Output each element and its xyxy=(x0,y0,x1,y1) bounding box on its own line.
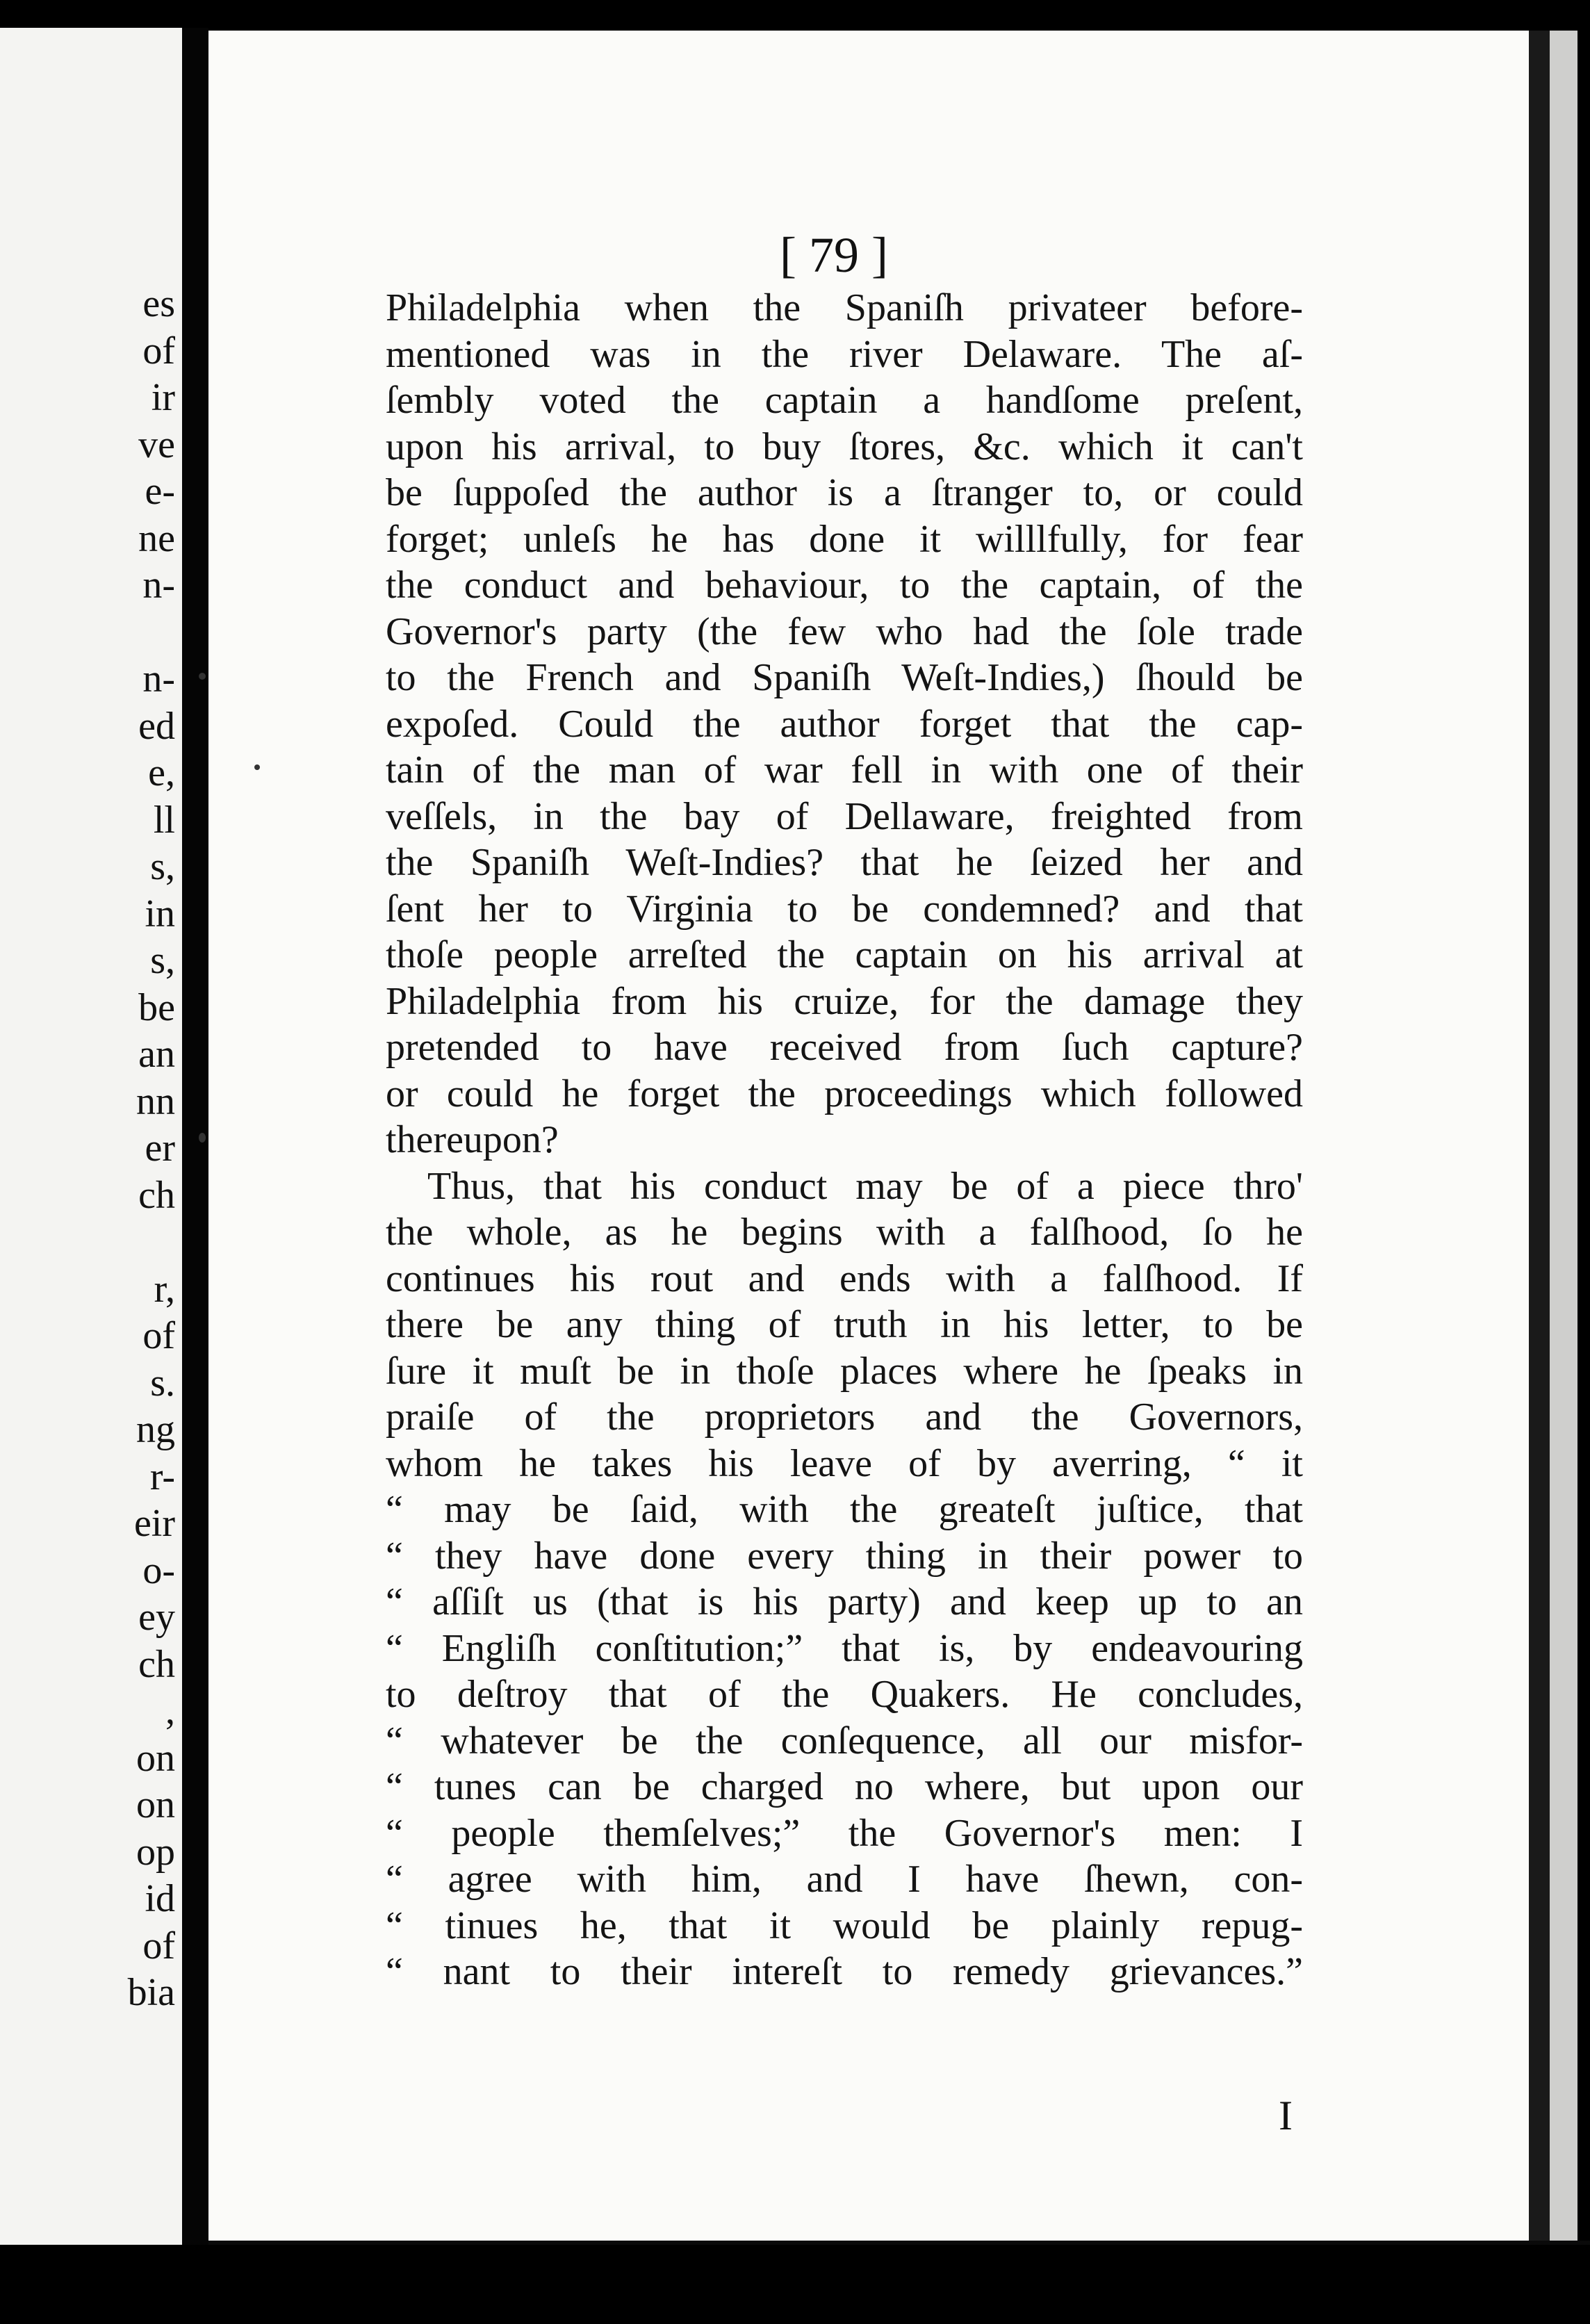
facing-page-line: ll xyxy=(153,798,175,842)
text-line: “ tinues he, that it would be plainly repug- xyxy=(386,1904,1303,1947)
text-line: “ people themſelves;” the Governor's men: I xyxy=(386,1811,1303,1855)
facing-page-line: op xyxy=(136,1830,175,1874)
facing-page-line xyxy=(0,608,182,657)
text-line: tain of the man of war fell in with one of their xyxy=(386,748,1303,792)
facing-page-line xyxy=(0,1218,182,1266)
text-line: ſent her to Virginia to be condemned? and that xyxy=(386,887,1303,931)
text-line: “ aſſiſt us (that is his party) and keep up to an xyxy=(386,1580,1303,1623)
facing-page-line: ch xyxy=(138,1173,175,1217)
facing-page-line: of xyxy=(142,1314,175,1357)
text-line: mentioned was in the river Delaware. The aſ- xyxy=(386,332,1303,376)
text-line: “ Engliſh conſtitution;” that is, by endeavouring xyxy=(386,1626,1303,1670)
facing-page-line: s. xyxy=(150,1361,175,1405)
paragraph xyxy=(386,285,1303,1163)
facing-page-line: nn xyxy=(136,1079,175,1123)
facing-page-line: be xyxy=(138,985,175,1029)
text-line: “ whatever be the conſequence, all our misfor- xyxy=(386,1719,1303,1762)
text-line: forget; unleſs he has done it willlfully, for fear xyxy=(386,517,1303,561)
text-line: the whole, as he begins with a falſhood, ſo he xyxy=(386,1211,1303,1254)
text-line: veſſels, in the bay of Dellaware, freighted from xyxy=(386,794,1303,838)
facing-page-line: r- xyxy=(149,1455,175,1498)
facing-page-line: id xyxy=(145,1877,175,1920)
text-line: Governor's party (the few who had the ſole trade xyxy=(386,609,1303,653)
text-line: Philadelphia from his cruize, for the damage they xyxy=(386,979,1303,1023)
paragraph xyxy=(386,1163,1303,1995)
body-text xyxy=(386,285,1303,1995)
text-line: “ agree with him, and I have ſhewn, con- xyxy=(386,1858,1303,1901)
facing-page-line: , xyxy=(165,1689,175,1733)
ink-speck xyxy=(199,1133,206,1143)
scan-border-bottom xyxy=(0,2245,1590,2324)
facing-page-line: of xyxy=(142,329,175,373)
facing-page-line: in xyxy=(145,892,175,935)
facing-page-line: o- xyxy=(142,1548,175,1592)
text-line: “ may be ſaid, with the greateſt juſtice, that xyxy=(386,1488,1303,1531)
text-line: continues his rout and ends with a falſhood. If xyxy=(386,1257,1303,1300)
text-line: Philadelphia when the Spaniſh privateer before- xyxy=(386,286,1303,329)
facing-page-fragment xyxy=(0,28,182,2266)
facing-page-line: n- xyxy=(142,564,175,607)
facing-page-line: of xyxy=(142,1924,175,1967)
text-line: to the French and Spaniſh Weſt-Indies,) ſhould be xyxy=(386,656,1303,699)
facing-page-line: ir xyxy=(151,376,175,419)
text-line: upon his arrival, to buy ſtores, &c. which it can't xyxy=(386,425,1303,468)
page-number: [ 79 ] xyxy=(780,227,888,283)
facing-page-line: ne xyxy=(138,516,175,560)
text-line: “ nant to their intereſt to remedy grievances.” xyxy=(386,1950,1303,1993)
facing-page-line: bia xyxy=(127,1971,175,2014)
text-line: there be any thing of truth in his letter, to be xyxy=(386,1303,1303,1346)
facing-page-line: ey xyxy=(138,1596,175,1639)
text-line: the Spaniſh Weſt-Indies? that he ſeized her and xyxy=(386,841,1303,884)
text-line: be ſuppoſed the author is a ſtranger to, or could xyxy=(386,471,1303,514)
text-line: ſembly voted the captain a handſome preſent, xyxy=(386,379,1303,422)
ink-speck xyxy=(199,673,206,680)
page-edge xyxy=(1550,31,1577,2241)
scan-border-right xyxy=(1577,31,1590,2241)
text-line: to deſtroy that of the Quakers. He concludes, xyxy=(386,1673,1303,1716)
facing-page-line: s, xyxy=(150,939,175,982)
facing-page-line: e- xyxy=(145,470,175,513)
facing-page-line: on xyxy=(136,1783,175,1826)
facing-page-line: er xyxy=(145,1127,175,1170)
facing-page-line: ed xyxy=(138,704,175,748)
facing-page-line: an xyxy=(138,1033,175,1076)
facing-page-line: e, xyxy=(148,751,175,794)
facing-page-line: ch xyxy=(138,1642,175,1686)
text-line: praiſe of the proprietors and the Governors, xyxy=(386,1396,1303,1439)
catchword: I xyxy=(1279,2093,1293,2138)
facing-page-line: s, xyxy=(150,845,175,888)
text-line: the conduct and behaviour, to the captain, of the xyxy=(386,564,1303,607)
text-line: or could he forget the proceedings which followed xyxy=(386,1072,1303,1115)
text-line: ſure it muſt be in thoſe places where he ſpeaks in xyxy=(386,1349,1303,1393)
text-line: Thus, that his conduct may be of a piece thro' xyxy=(427,1164,1303,1208)
facing-page-line: eir xyxy=(133,1502,175,1545)
facing-page-line: ng xyxy=(136,1408,175,1451)
facing-page-line: n- xyxy=(142,657,175,701)
facing-page-line: ve xyxy=(138,423,175,466)
text-line: thereupon? xyxy=(386,1118,559,1161)
text-line: expoſed. Could the author forget that the cap- xyxy=(386,702,1303,746)
text-line: whom he takes his leave of by averring, “ it xyxy=(386,1441,1303,1485)
page-edge-shadow xyxy=(1529,31,1550,2241)
text-line: “ tunes can be charged no where, but upon our xyxy=(386,1765,1303,1808)
facing-page-line: on xyxy=(136,1736,175,1780)
text-line: “ they have done every thing in their power to xyxy=(386,1534,1303,1578)
book-gutter xyxy=(182,28,208,2266)
ink-speck xyxy=(254,764,260,770)
text-line: pretended to have received from ſuch capture? xyxy=(386,1026,1303,1069)
facing-page-line: es xyxy=(142,282,175,325)
text-line: thoſe people arreſted the captain on his arrival at xyxy=(386,933,1303,976)
facing-page-line: r, xyxy=(154,1267,175,1311)
